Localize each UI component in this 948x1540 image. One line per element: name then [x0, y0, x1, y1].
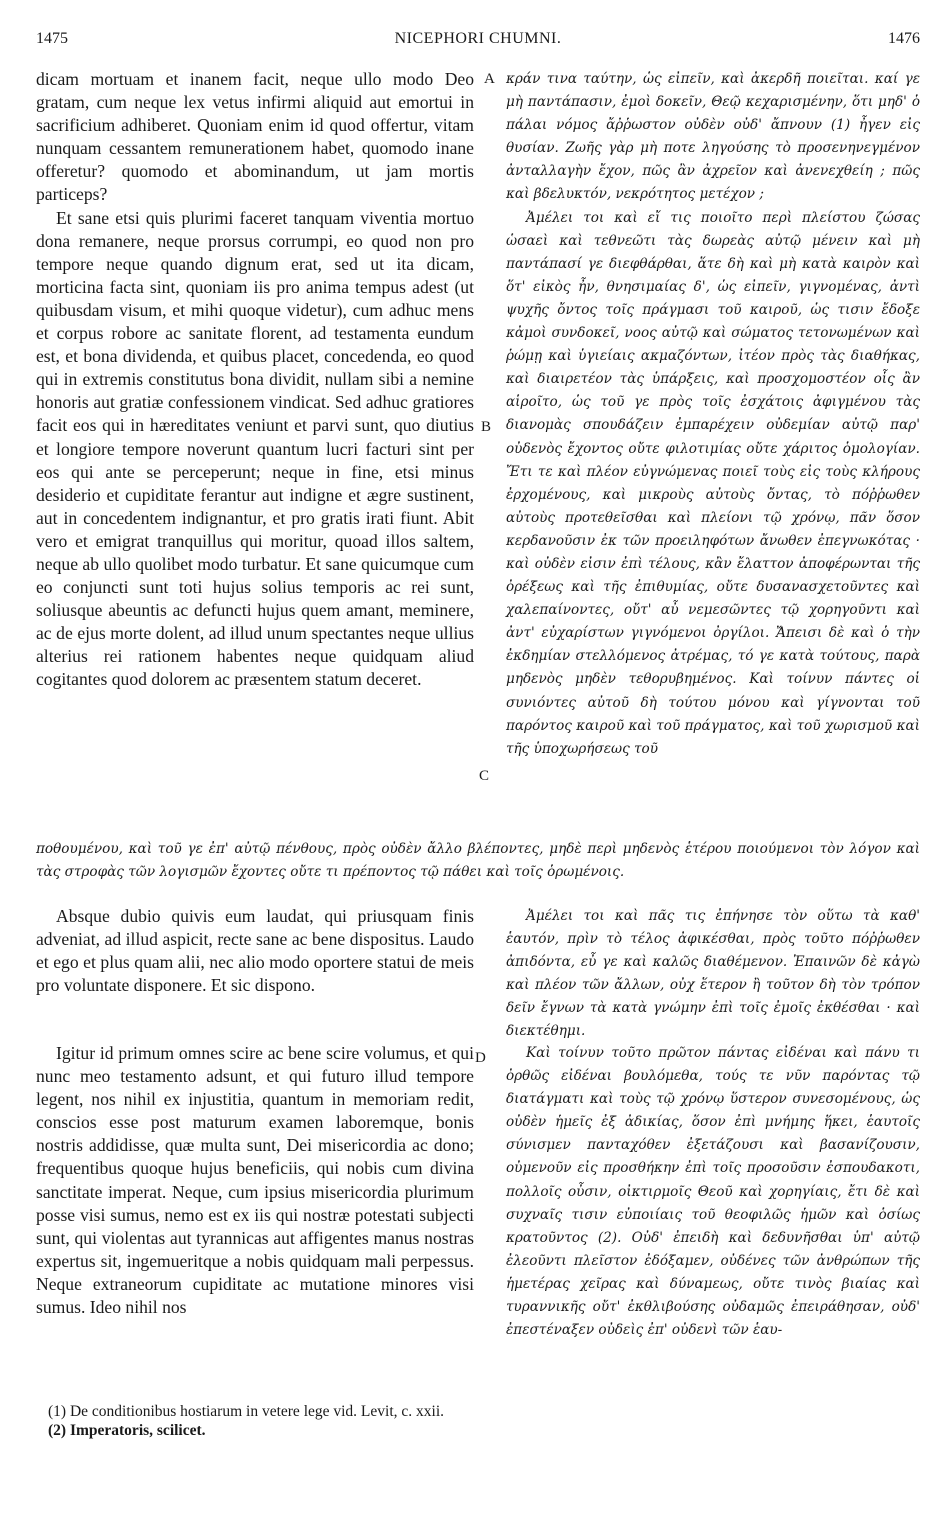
section-marker-a: A [484, 71, 495, 87]
greek-paragraph: Ἀμέλει τοι καὶ πᾶς τις ἐπήνησε τὸν οὕτω τὰ καθ' ἑαυτόν, πρὶν τὸ τέλος ἀφικέσθαι, πρὸς τοῦτο πόῤῥωθεν ἀπιδόντα, εὖ γε καὶ καλῶς διαθέμενον. Ἐπαινῶν δὲ κἀγὼ καὶ πλέον τῶν ἄλλων, οὐχ ἕτερον ἢ τοῦτον δὴ τὸν τρόπον δεῖν ἔγνων τὰ κατὰ γνώμην ἐπὶ τοῖς ἐμοῖς ἐκθέσθαι · καὶ διεκτέθημι. [506, 908, 920, 1040]
right-page-number: 1476 [888, 30, 920, 47]
latin-column-top [36, 68, 474, 692]
latin-paragraph: Igitur id primum omnes scire ac bene scire volumus, et qui nunc meo testamento adsunt, et qui futuro illud tempore legent, nos nihil ex injustitia, quantum in memoriam redit, conscios esse post maturum examen laboremque, bonis nostris addidisse, quæ multa sunt, Dei misericordia ac dono; frequentibus quoque hujus beneficiis, qui nobis cum divina sanctitate imperat. Neque, cum ipsius misericordia plurimum posse visi sumus, nemo est ex iis qui nostræ potestati subjecti sunt, qui violentas aut tyrannicas aut affigentes manus nostras expertus sit, ingemueritque a nobis quidquam mali perpessus. Neque extraneorum cupiditate ac mutatione minores visi sumus. Ideo nihil nos [36, 1043, 474, 1318]
latin-paragraph: Et sane etsi quis plurimi faceret tanquam viventia mortuo dona remanere, neque prorsus corrumpi, eo quod non pro tempore neque quando dignum erat, sed ut ita dicam, morticina facta sint, quoniam iis pro anima tempus adest (ut quibusdam visum, et mihi quoque videtur), cum adhuc mens et corpus robore ac sanitate florent, ad testamenta eundum est, et bona dividenda, et quibus placet, concedenda, eo quod qui in extremis constitutus bona dividit, nullam sibi a nemine honoris aut gratiæ confessionem vindicat. Sed adhuc gratiores facit eos qui in hæreditates veniunt et parvi sunt, quo diutius et longiore tempore noverunt quantum lucri facturi sint per eos qui ante se perceperunt; neque in fine, etsi minus desiderio et cupiditate ferantur aut indigne et ægre sustinent, aut in concedentem indignantur, et pro gratis irati fiunt. Abit vero et emigrat tranquillus qui moritur, quoad illos saltem, neque ab ullo quolibet modo turbatur. Et sane quicumque cum eo conjuncti sunt toti hujus solius temporis ac rei sunt, soliusque abeuntis ac defuncti hujus quem amant, meminere, ac de ejus morte dolent, ad illud unum spectantes neque ullius alterius rei rationem habentes neque quidquam aliud cogitantes quod dolorem ac præsentem statum deceret. [36, 207, 474, 690]
page-header [36, 30, 920, 52]
running-title: NICEPHORI CHUMNI. [394, 30, 562, 47]
greek-paragraph: Ἀμέλει τοι καὶ εἴ τις ποιοῖτο περὶ πλείστου ζώσας ὡσαεὶ καὶ τεθνεῶτι τὰς δωρεὰς αὐτῷ μένειν καὶ μὴ παντάπασί γε διεφθάρθαι, ἅτε δὴ καὶ μὴ κατὰ καιρὸν καὶ ὅτ' εἰκὸς ἦν, θνησιμαίας δ', ὡς εἰπεῖν, γιγνομένας, ἀντὶ ψυχῆς ὄντος τοῖς πράγμασι τοῦ καιροῦ, ὡς τισιν ἔδοξε κἀμοὶ συνδοκεῖ, νοος αὐτῷ καὶ σώματος τετονωμένων καὶ ῥώμῃ καὶ ὑγιείαις ακμαζόντων, ἰτέον πρὸς τὰς διαθήκας, καὶ διαιρετέον τὰς ὑπάρξεις, καὶ προσχομοστέον οἷς ἂν αἱροῖτο, ὡς τοῦ γε πρὸς τοῖς ἐσχάτοις ἀφιγμένου τὰς διανομὰς σπουδάζειν ἐμπαρέχειν οὐδεμίαν αὐτῷ παρ' οὐδενὸς ἔχοντος οὔτε φιλοτιμίας οὔτε χάριτος ὁμολογίαν. Ἔτι τε καὶ πλέον εὐγνώμενας ποιεῖ τοὺς εἰς τοὺς κλήρους ἐρχομένους, καὶ μικροὺς αὐτοὺς ὄντας, τὸ πόῤῥωθεν αὐτοὺς προτεθεῖσθαι καὶ πλείονι τῷ χρόνῳ, πᾶν ὅσον κερδανοῦσιν ἐκ τῶν προειληφότων ἄνωθεν ἐπεγνωκότας · καὶ οὐδὲν εἰσιν ἐπὶ τέλους, κἂν ἔλαττον ἀποφέρωνται τῆς ὀρέξεως καὶ τῆς ἐπιθυμίας, οὔτε δυσανασχετοῦντες καὶ χαλεπαίνοντες, οὔτ' αὖ νεμεσῶντες τῷ χορηγοῦντι καὶ ἀντ' εὐχαρίστων γιγνόμενοι ὀργίλοι. Ἄπεισι δὲ καὶ ὁ τὴν ἐκδημίαν στελλόμενος ἀτρέμας, τό γε κατὰ τούτους, παρὰ μηδενὸς μηδὲν τεθορυβημένος. Καὶ τοίνυν πάντες οἱ συνιόντες αὐτοῦ δὴ τούτου μόνου καὶ γίγνονται τοῦ παρόντος καιροῦ καὶ τοῦ πράγματος, καὶ τοῦ χωρισμοῦ καὶ τῆς ὑποχωρήσεως τοῦ [506, 209, 920, 757]
footnote-1: (1) De conditionibus hostiarum in vetere lege vid. Levit, c. xxii. [48, 1403, 445, 1420]
footnote-2: (2) Imperatoris, scilicet. [48, 1422, 206, 1439]
greek-column-middle [506, 905, 920, 1044]
greek-full-width-passage: ποθουμένου, καὶ τοῦ γε ἐπ' αὐτῷ πένθους, πρὸς οὐδὲν ἄλλο βλέποντες, μηδὲ περὶ μηδενὸς ἑτέρου ποιούμενοι τὸν λόγον καὶ τὰς στροφὰς τῶν λογισμῶν ἔχοντες οὔτε τι πρέποντος τῷ πάθει καὶ τοῖς ὁρωμένοις. [36, 841, 920, 880]
latin-paragraph: dicam mortuam et inanem facit, neque ullo modo Deo gratam, cum neque lex vetus infirmi aliquid aut emortui in sacrificium adhiberet. Quoniam enim id quod offertur, vitam nunquam cessantem remunerationem habet, quomodo inane offeretur? quomodo et abominandum, ut jam mortis particeps? [36, 69, 474, 205]
footnotes [48, 1402, 648, 1440]
section-marker-d: D [475, 1050, 486, 1066]
left-page-number: 1475 [36, 30, 68, 47]
greek-paragraph: Καὶ τοίνυν τοῦτο πρῶτον πάντας εἰδέναι καὶ πάνυ τι ὀρθῶς εἰδέναι βουλόμεθα, τούς τε νῦν παρόντας τῷ διατάγματι καὶ τοὺς τῷ χρόνῳ ὕστερον συνεσομένους, ὡς οὐδὲν ἡμεῖς ἐξ ἀδικίας, ὅσον ἐπὶ μνήμης ἥκει, ἑαυτοῖς σύνισμεν πανταχόθεν ἐξετάζουσι καὶ βασανίζουσιν, οὐμενοῦν εἰς προσθήκην ἐπὶ τοῖς προσοῦσιν ἐσπουδακοτι, πολλοῖς οὖσιν, οἰκτιρμοῖς Θεοῦ καὶ χορηγίαις, ἔτι δὲ καὶ συχναῖς τισιν εὐποιίαις τοῦ θεοφιλῶς ἡμῶν καὶ ὁσίως κρατοῦντος (2). Οὐδ' ἐπειδὴ καὶ δεδυνῆσθαι ὑπ' αὐτῷ ἐλεοῦντι πλεῖστον ἐδόξαμεν, οὐδένες τῶν ἀνθρώπων τῆς ἡμετέρας χεῖρας καὶ δύναμεως, οὔτε τινὸς βιαίας καὶ τυραννικῆς οὔτ' ἐκθλιβούσης οὐδαμῶς ἐπειράθησαν, οὐδ' ἐπεστέναξεν οὐδεὶς ἐπ' οὐδενὶ τῶν ἑαυ- [506, 1045, 920, 1339]
greek-column-top [506, 68, 920, 761]
latin-column-middle [36, 905, 474, 997]
greek-paragraph: κράν τινα ταύτην, ὡς εἰπεῖν, καὶ ἀκερδῆ ποιεῖται. καί γε μὴ παντάπασιν, ἐμοὶ δοκεῖν, Θεῷ κεχαρισμένην, ὅτι μηδ' ὁ πάλαι νόμος ἄῤῥωστον οὐδὲν οὐδ' ἄπνουν (1) ἦγεν εἰς θυσίαν. Ζωῆς γὰρ μὴ ποτε ληγούσης τὸ προσενηνεγμένον ἀνταλλαγὴν ἔχον, πῶς ἂν ἀχρεῖον καὶ ἀνενεχθείη ; πῶς καὶ βδελυκτόν, νεκρότητος μετέχον ; [506, 71, 920, 203]
greek-column-bottom [506, 1042, 920, 1342]
section-marker-b: B [481, 419, 492, 435]
latin-paragraph: Absque dubio quivis eum laudat, qui priusquam finis adveniat, ad illud aspicit, recte sane ac bene dispositus. Laudo et ego et plus quam alii, nec alio modo oportere statui de meis pro voluntate disponere. Et sic dispono. [36, 906, 474, 996]
section-marker-c: C [479, 768, 490, 784]
latin-column-bottom [36, 1042, 474, 1319]
